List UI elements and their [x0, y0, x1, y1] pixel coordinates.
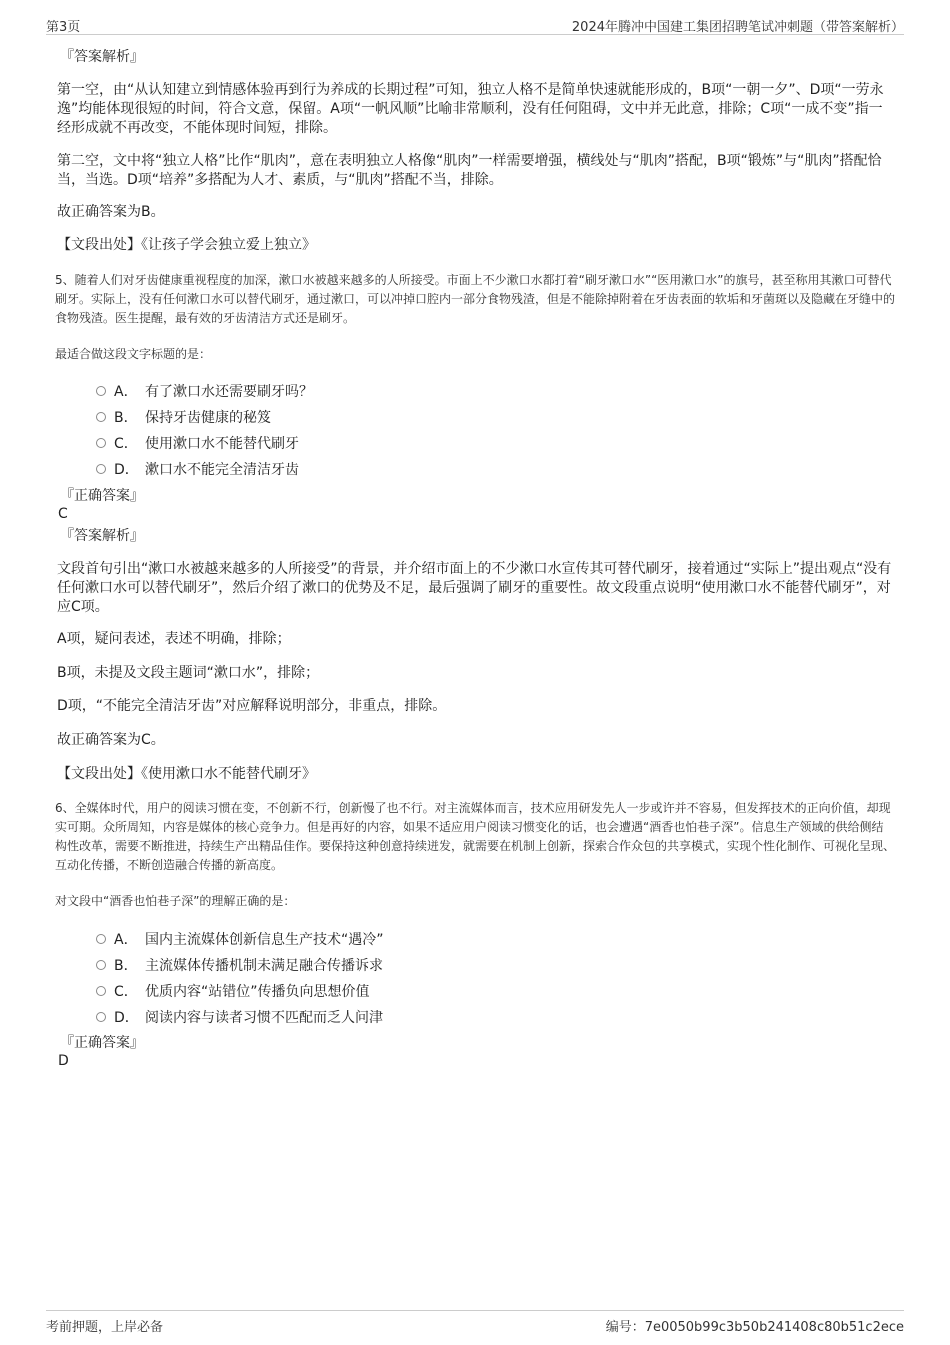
page-footer [46, 1310, 904, 1335]
option-text: 保持牙齿健康的秘笈 [145, 410, 271, 426]
document-title: 2024年腾冲中国建工集团招聘笔试冲刺题（带答案解析） [571, 20, 904, 35]
radio-button-icon[interactable] [96, 386, 106, 396]
correct-answer: D [58, 1053, 69, 1069]
source-citation: 【文段出处】《让孩子学会独立爱上独立》 [57, 237, 316, 253]
analysis-paragraph: 故正确答案为B。 [57, 204, 165, 220]
analysis-paragraph: 第一空，由“从认知建立到情感体验再到行为养成的长期过程”可知，独立人格不是简单快速就能形成的，B项“一朝一夕”、D项“一劳永逸”均能体现很短的时间，符合文意，保留。A项“一帆风顺”比喻非常顺利，没有任何阻碍，文中并无此意，排除；C项“一成不变”指一经形成就不再改变，不能体现时间短，排除。 [57, 82, 884, 136]
correct-answer-label: 『正确答案』 [60, 1035, 144, 1051]
radio-button-icon[interactable] [96, 986, 106, 996]
radio-button-icon[interactable] [96, 960, 106, 970]
analysis-paragraph: B项，未提及文段主题词“漱口水”，排除； [57, 665, 320, 681]
option-text: 主流媒体传播机制未满足融合传播诉求 [145, 958, 383, 974]
radio-button-icon[interactable] [96, 412, 106, 422]
radio-button-icon[interactable] [96, 438, 106, 448]
option-text: 阅读内容与读者习惯不匹配而乏人问津 [145, 1010, 383, 1026]
document-code: 编号：7e0050b99c3b50b241408c80b51c2ece [605, 1320, 904, 1335]
radio-button-icon[interactable] [96, 1012, 106, 1022]
source-citation: 【文段出处】《使用漱口水不能替代刷牙》 [57, 766, 316, 782]
analysis-paragraph: 故正确答案为C。 [57, 732, 165, 748]
option-letter: B． [114, 958, 138, 974]
option-letter: B． [114, 410, 138, 426]
correct-answer: C [58, 506, 68, 522]
option-letter: A． [114, 384, 138, 400]
radio-button-icon[interactable] [96, 464, 106, 474]
option-letter: A． [114, 932, 138, 948]
option-text: 国内主流媒体创新信息生产技术“遇冷” [145, 932, 384, 948]
option-letter: C． [114, 984, 138, 1000]
question-5-prompt: 最适合做这段文字标题的是： [55, 347, 212, 361]
option-text: 使用漱口水不能替代刷牙 [145, 436, 299, 452]
page-number: 第3页 [46, 20, 81, 35]
question-6-text: 6、全媒体时代，用户的阅读习惯在变，不创新不行，创新慢了也不行。对主流媒体而言，技术应用研发先人一步或许并不容易，但发挥技术的正向价值，却现实可期。众所周知，内容是媒体的核心竞争力。但是再好的内容，如果不适应用户阅读习惯变化的话，也会遭遇“酒香也怕巷子深”。信息生产领域的供给侧结构性改革，需要不断推进，持续生产出精品佳作。要保持这种创意持续迸发，就需要在机制上创新，探索合作众包的共享模式，实现个性化制作、可视化呈现、互动化传播，不断创造融合传播的新高度。 [55, 801, 896, 872]
analysis-label: 『答案解析』 [60, 49, 144, 65]
option-text: 漱口水不能完全清洁牙齿 [145, 462, 299, 478]
analysis-paragraph: 第二空，文中将“独立人格”比作“肌肉”，意在表明独立人格像“肌肉”一样需要增强，横线处与“肌肉”搭配，B项“锻炼”与“肌肉”搭配恰当，当选。D项“培养”多搭配为人才、素质，与“肌肉”搭配不当，排除。 [57, 153, 882, 188]
option-letter: D． [114, 462, 139, 478]
question-6-prompt: 对文段中“酒香也怕巷子深”的理解正确的是： [55, 894, 296, 908]
option-text: 优质内容“站错位”传播负向思想价值 [145, 984, 370, 1000]
analysis-label: 『答案解析』 [60, 528, 144, 544]
correct-answer-label: 『正确答案』 [60, 488, 144, 504]
analysis-paragraph: D项，“不能完全清洁牙齿”对应解释说明部分，非重点，排除。 [57, 698, 447, 714]
option-text: 有了漱口水还需要刷牙吗？ [145, 384, 313, 400]
footer-slogan: 考前押题，上岸必备 [46, 1320, 164, 1335]
option-letter: D． [114, 1010, 139, 1026]
radio-button-icon[interactable] [96, 934, 106, 944]
option-letter: C． [114, 436, 138, 452]
analysis-paragraph: 文段首句引出“漱口水被越来越多的人所接受”的背景，并介绍市面上的不少漱口水宣传其可替代刷牙，接着通过“实际上”提出观点“没有任何漱口水可以替代刷牙”，然后介绍了漱口的优势及不足，最后强调了刷牙的重要性。故文段重点说明“使用漱口水不能替代刷牙”，对应C项。 [57, 561, 892, 615]
analysis-paragraph: A项，疑问表述，表述不明确，排除； [57, 631, 291, 647]
question-5-text: 5、随着人们对牙齿健康重视程度的加深，漱口水被越来越多的人所接受。市面上不少漱口水都打着“刷牙漱口水”“医用漱口水”的旗号，甚至称用其漱口可替代刷牙。实际上，没有任何漱口水可以替代刷牙，通过漱口，可以冲掉口腔内一部分食物残渣，但是不能除掉附着在牙齿表面的软垢和牙菌斑以及隐藏在牙缝中的食物残渣。医生提醒，最有效的牙齿清洁方式还是刷牙。 [55, 273, 896, 325]
page-header [46, 14, 904, 35]
